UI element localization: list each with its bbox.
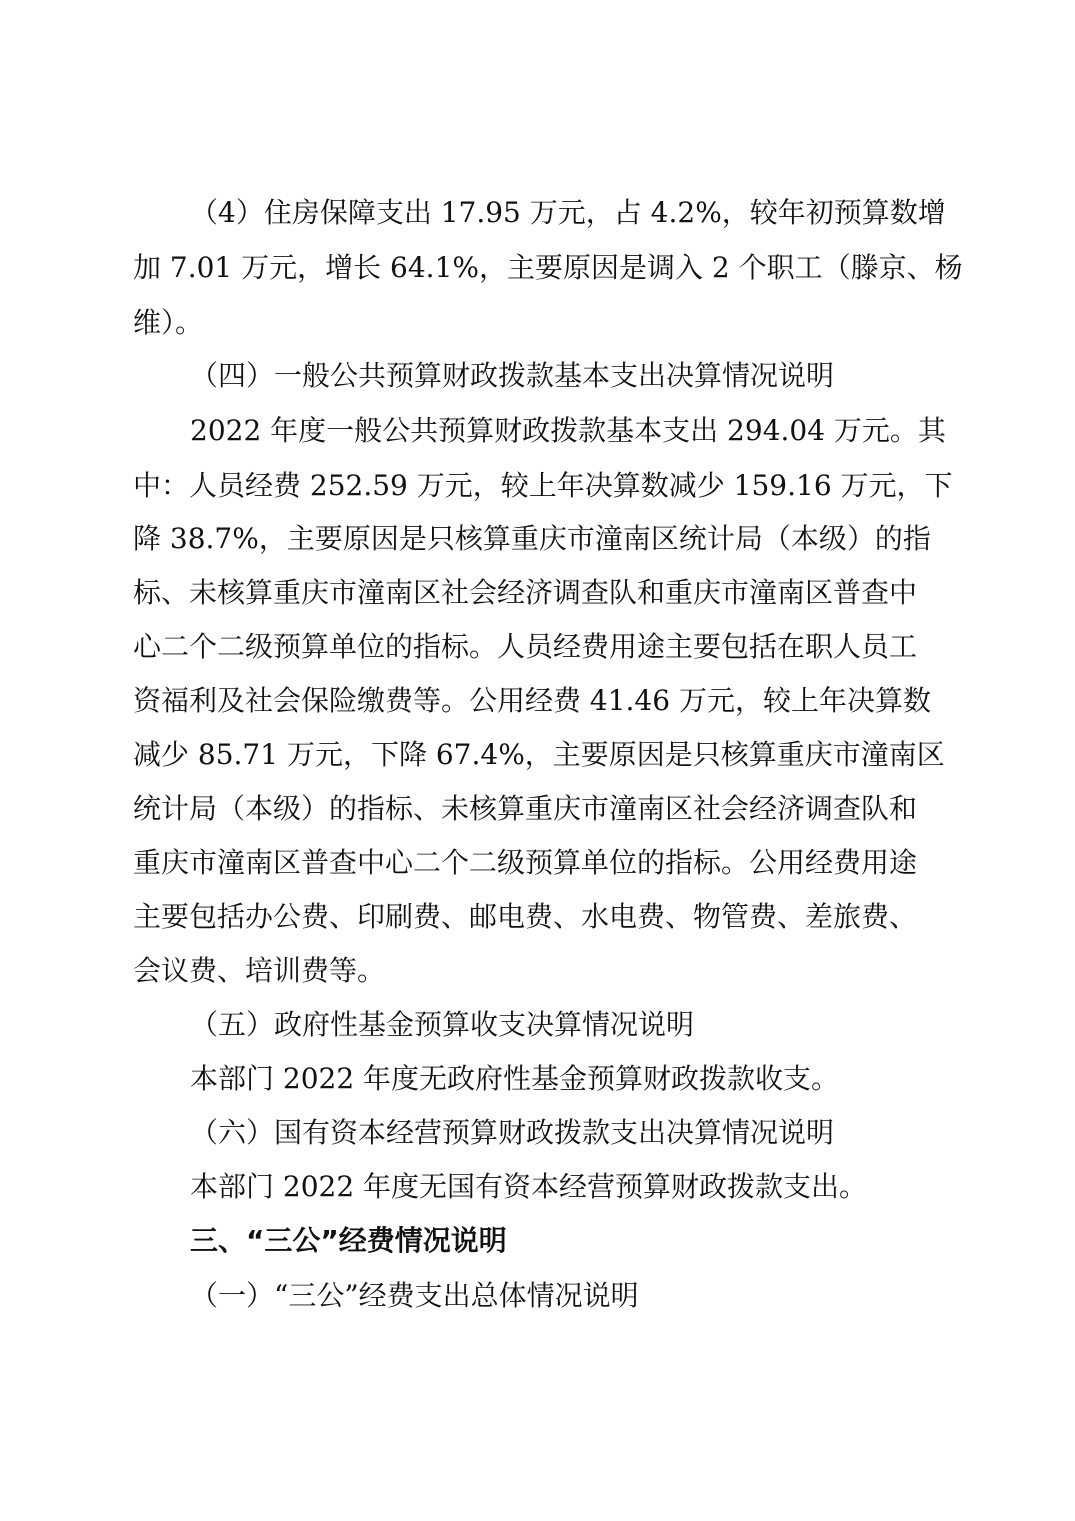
- paragraph-line: （4）住房保障支出 17.95 万元，占 4.2%，较年初预算数增: [190, 196, 946, 229]
- section-heading: （一）“三公”经费支出总体情况说明: [190, 1279, 639, 1312]
- paragraph-line: 重庆市潼南区普查中心二个二级预算单位的指标。公用经费用途: [133, 846, 918, 879]
- paragraph-line: 加 7.01 万元，增长 64.1%，主要原因是调入 2 个职工（滕京、杨: [133, 251, 963, 284]
- paragraph-line: 降 38.7%，主要原因是只核算重庆市潼南区统计局（本级）的指: [133, 522, 931, 555]
- section-heading: （六）国有资本经营预算财政拨款支出决算情况说明: [190, 1116, 835, 1149]
- paragraph-line: 资福利及社会保险缴费等。公用经费 41.46 万元，较上年决算数: [133, 684, 931, 717]
- paragraph-line: 标、未核算重庆市潼南区社会经济调查队和重庆市潼南区普查中: [133, 576, 918, 609]
- paragraph-line: 主要包括办公费、印刷费、邮电费、水电费、物管费、差旅费、: [133, 900, 918, 933]
- section-heading: （四）一般公共预算财政拨款基本支出决算情况说明: [190, 359, 835, 392]
- paragraph-line: 心二个二级预算单位的指标。人员经费用途主要包括在职人员工: [133, 630, 918, 663]
- paragraph-line: 统计局（本级）的指标、未核算重庆市潼南区社会经济调查队和: [133, 792, 918, 825]
- paragraph-line: 维）。: [133, 306, 204, 339]
- paragraph-line: 会议费、培训费等。: [133, 954, 386, 987]
- paragraph-line: 本部门 2022 年度无政府性基金预算财政拨款收支。: [190, 1062, 840, 1095]
- paragraph-line: 本部门 2022 年度无国有资本经营预算财政拨款支出。: [190, 1170, 868, 1203]
- paragraph-line: 2022 年度一般公共预算财政拨款基本支出 294.04 万元。其: [190, 414, 946, 447]
- chapter-heading: 三、“三公”经费情况说明: [190, 1224, 507, 1257]
- paragraph-line: 减少 85.71 万元，下降 67.4%，主要原因是只核算重庆市潼南区: [133, 738, 945, 771]
- section-heading: （五）政府性基金预算收支决算情况说明: [190, 1008, 695, 1041]
- paragraph-line: 中：人员经费 252.59 万元，较上年决算数减少 159.16 万元，下: [133, 469, 953, 502]
